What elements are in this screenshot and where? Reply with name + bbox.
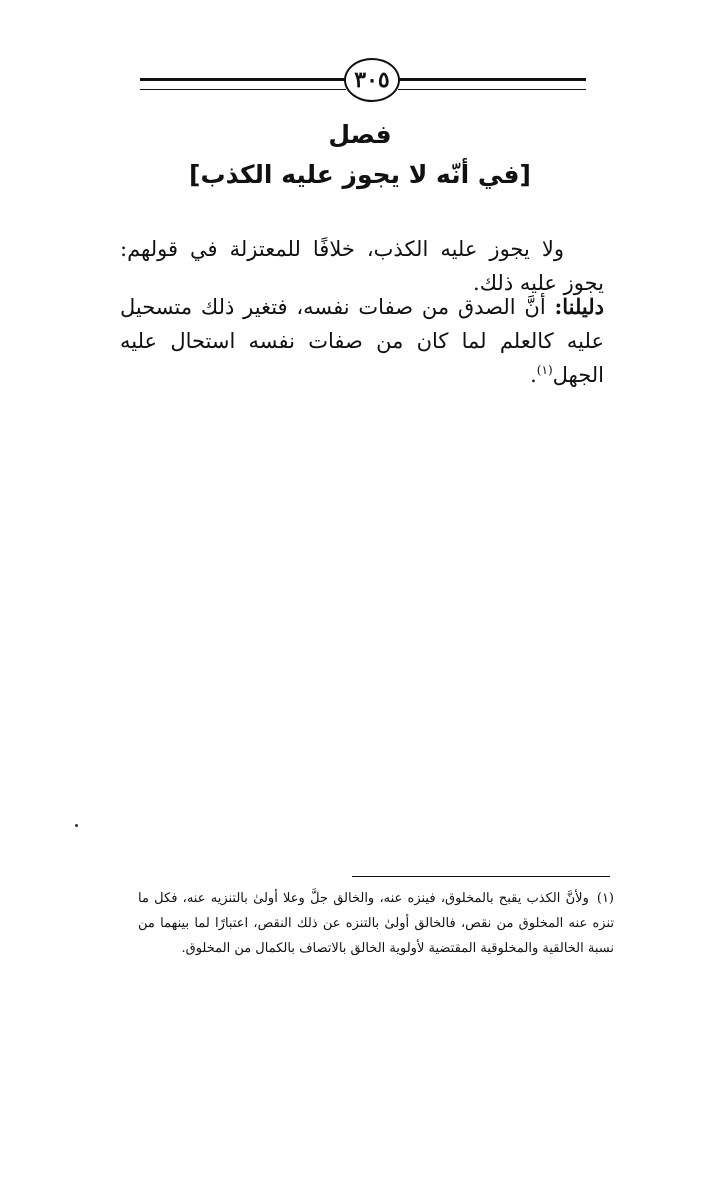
header-rule-left [140, 78, 346, 90]
footnote-reference: (١) [536, 363, 553, 377]
body-paragraph-2 [120, 290, 604, 392]
argument-text: أنَّ الصدق من صفات نفسه، فتغير ذلك متسحيل عليه كالعلم لما كان من صفات نفسه استحال عليه الجهل [120, 295, 604, 387]
section-subtitle: [في أنّه لا يجوز عليه الكذب] [189, 160, 531, 189]
header-rule-right [398, 78, 586, 90]
footnote-marker: (١) [596, 891, 614, 906]
body-paragraph-1: ولا يجوز عليه الكذب، خلافًا للمعتزلة في قولهم: يجوز عليه ذلك. [120, 237, 604, 295]
argument-label: دليلنا: [554, 294, 604, 319]
footnote-separator [352, 876, 610, 877]
stray-mark [75, 824, 78, 827]
section-title: فصل [328, 120, 392, 149]
paragraph-end: . [530, 363, 537, 387]
page-number: ٣٠٥ [344, 58, 400, 102]
footnote-text: ولأنَّ الكذب يقبح بالمخلوق، فينزه عنه، والخالق جلَّ وعلا أولىٰ بالتنزيه عنه، فكل ما تنزه عنه المخلوق من نقص، فالخالق أولىٰ بالتنزه عن ذلك النقص، اعتبارًا لما بينهما من نسبة الخالقية والمخلوقية المقتضية لأولوية الخالق بالاتصاف بالكمال من المخلوق. [138, 891, 614, 956]
footnote [138, 886, 614, 961]
